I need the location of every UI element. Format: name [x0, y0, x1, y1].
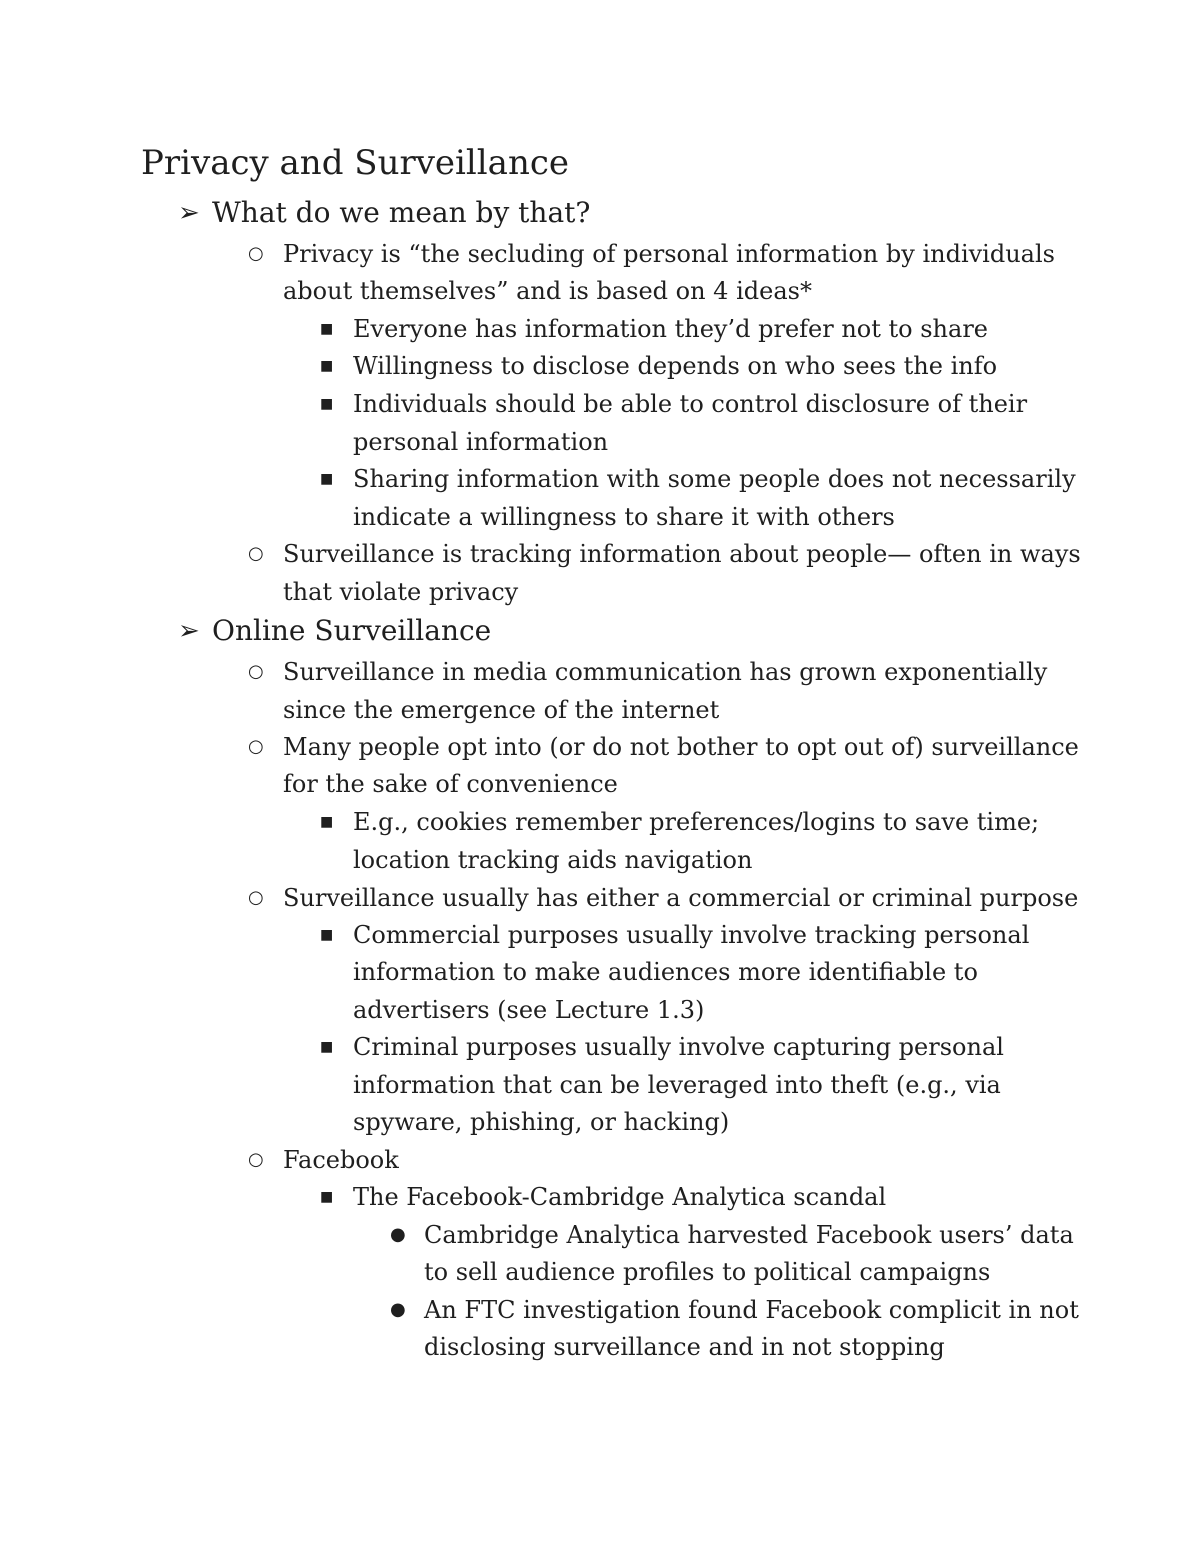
- list-item-line: Surveillance usually has either a commercial or criminal purpose: [283, 884, 1079, 912]
- square-bullet-icon: ■: [320, 321, 334, 337]
- list-item-line: disclosing surveillance and in not stopping: [424, 1333, 945, 1361]
- list-item-line: Surveillance is tracking information about people— often in ways: [283, 540, 1081, 568]
- list-item-line: advertisers (see Lecture 1.3): [353, 996, 705, 1024]
- list-item-line: An FTC investigation found Facebook complicit in not: [424, 1296, 1079, 1324]
- list-item-line: that violate privacy: [283, 578, 519, 606]
- list-item-line: The Facebook-Cambridge Analytica scandal: [353, 1183, 887, 1211]
- square-bullet-icon: ■: [320, 358, 334, 374]
- list-item-line: Many people opt into (or do not bother to opt out of) surveillance: [283, 733, 1079, 761]
- square-bullet-icon: ■: [320, 471, 334, 487]
- hollow-circle-bullet-icon: ○: [248, 543, 264, 564]
- list-item-line: about themselves” and is based on 4 ideas*: [283, 277, 812, 305]
- list-item-line: Everyone has information they’d prefer not to share: [353, 315, 988, 343]
- list-item-line: Commercial purposes usually involve tracking personal: [353, 921, 1030, 949]
- hollow-circle-bullet-icon: ○: [248, 243, 264, 264]
- list-item-line: E.g., cookies remember preferences/logins to save time;: [353, 808, 1040, 836]
- list-item-line: indicate a willingness to share it with others: [353, 503, 895, 531]
- list-item-line: information that can be leveraged into theft (e.g., via: [353, 1071, 1001, 1099]
- list-item-line: personal information: [353, 428, 609, 456]
- list-item-line: Surveillance in media communication has grown exponentially: [283, 658, 1048, 686]
- list-item-line: Criminal purposes usually involve capturing personal: [353, 1033, 1004, 1061]
- list-item-line: location tracking aids navigation: [353, 846, 753, 874]
- hollow-circle-bullet-icon: ○: [248, 1149, 264, 1170]
- square-bullet-icon: ■: [320, 927, 334, 943]
- square-bullet-icon: ■: [320, 1039, 334, 1055]
- hollow-circle-bullet-icon: ○: [248, 661, 264, 682]
- list-item-line: since the emergence of the internet: [283, 696, 720, 724]
- list-item-line: Sharing information with some people does not necessarily: [353, 465, 1076, 493]
- hollow-circle-bullet-icon: ○: [248, 736, 264, 757]
- list-item-line: Cambridge Analytica harvested Facebook users’ data: [424, 1221, 1074, 1249]
- hollow-circle-bullet-icon: ○: [248, 887, 264, 908]
- arrowhead-bullet-icon: ➢: [178, 616, 200, 646]
- list-item-line: spyware, phishing, or hacking): [353, 1108, 730, 1136]
- section-heading: Online Surveillance: [212, 614, 492, 647]
- list-item-line: Willingness to disclose depends on who sees the info: [353, 352, 998, 380]
- section-heading: What do we mean by that?: [212, 196, 591, 229]
- page-title: Privacy and Surveillance: [141, 143, 570, 183]
- list-item-line: to sell audience profiles to political campaigns: [424, 1258, 991, 1286]
- list-item-line: Facebook: [283, 1146, 399, 1174]
- arrowhead-bullet-icon: ➢: [178, 198, 200, 228]
- list-item-line: information to make audiences more identifiable to: [353, 958, 978, 986]
- square-bullet-icon: ■: [320, 1189, 334, 1205]
- square-bullet-icon: ■: [320, 396, 334, 412]
- list-item-line: Privacy is “the secluding of personal information by individuals: [283, 240, 1055, 268]
- square-bullet-icon: ■: [320, 814, 334, 830]
- filled-dot-bullet-icon: ●: [390, 1299, 406, 1320]
- list-item-line: Individuals should be able to control disclosure of their: [353, 390, 1028, 418]
- list-item-line: for the sake of convenience: [283, 770, 618, 798]
- filled-dot-bullet-icon: ●: [390, 1224, 406, 1245]
